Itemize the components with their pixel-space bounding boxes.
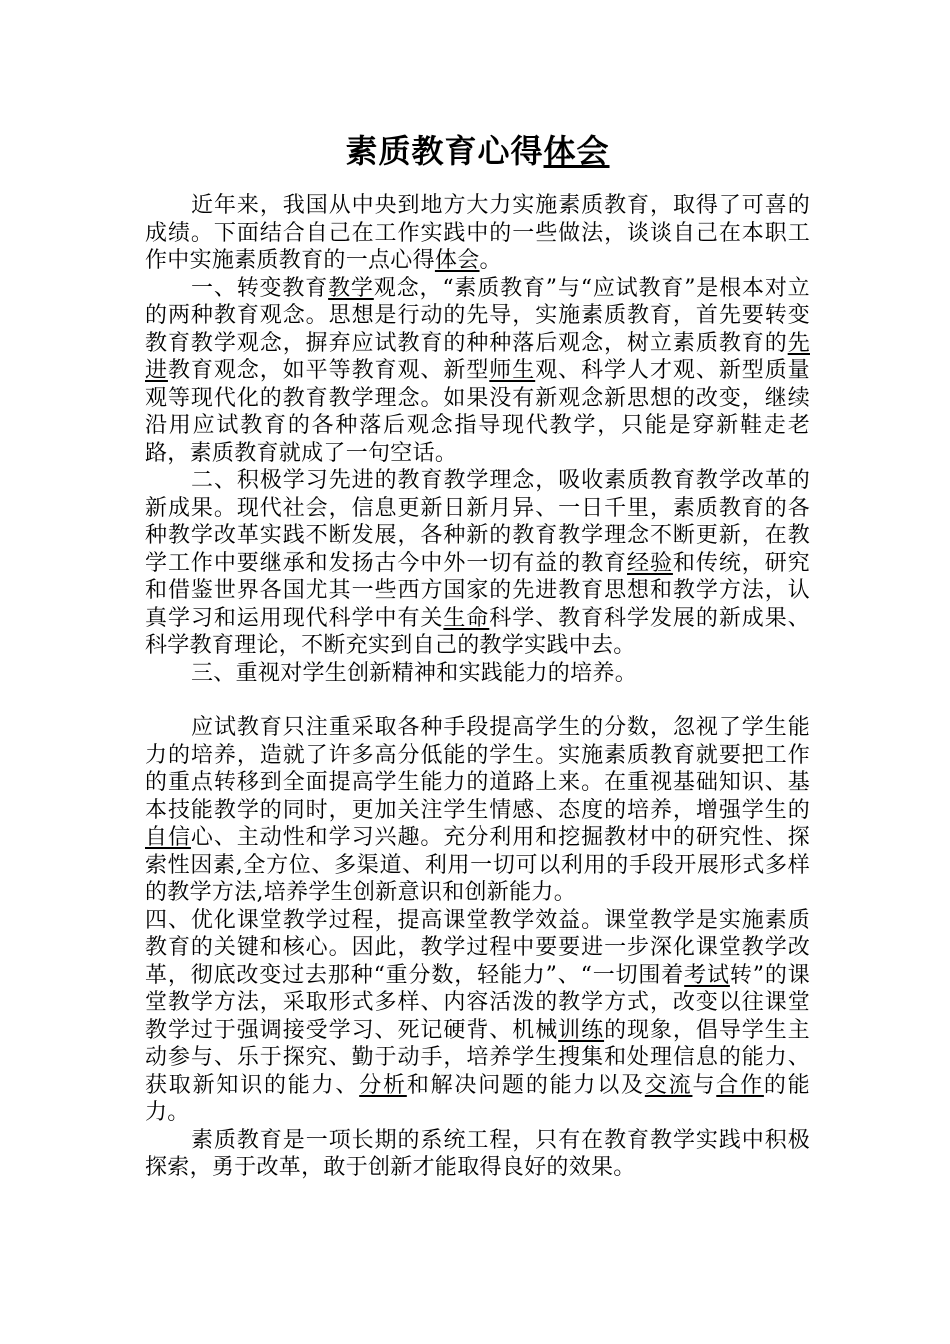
text-run: 的能力。 <box>145 1072 810 1125</box>
text-run: 二、积极学习先进的教育教学理念，吸收素质教育教学改革的新成果。现代社会，信息更新日新月异、一日千里，素质教育的各种教学改革实践不断发展，各种新的教育教学理念不断更新，在教学工作中要继承和发扬古今中外一切有益的教育 <box>145 468 810 576</box>
underlined-link[interactable]: 分析 <box>359 1072 407 1098</box>
text-run: 教育观念，如平等教育观、新型 <box>167 358 490 383</box>
paragraph-section-3-body <box>145 714 810 907</box>
text-run: 科学、教育科学发展的新成果、科学教育理论，不断充实到自己的教学实践中去。 <box>145 605 810 658</box>
document-title <box>145 118 810 184</box>
paragraph-section-2 <box>145 467 810 660</box>
text-run: 一、转变教育 <box>191 275 329 301</box>
blank-line <box>145 687 810 714</box>
text-run: 与 <box>692 1072 717 1098</box>
text-run: 四、优化课堂教学过程，提高课堂教学效益。课堂教学是实施素质教育的关键和核心。因此，教学过程中要要进一步深化课堂教学改革，彻底改变过去那种“重分数，轻能力”、“一切围着 <box>145 907 810 988</box>
paragraph-section-4 <box>145 907 810 1127</box>
underlined-link[interactable]: 考试 <box>684 962 730 988</box>
underlined-link[interactable]: 体会 <box>434 248 480 273</box>
text-run: 的现象，倡导学生主动参与、乐于探究、勤于动手，培养学生搜集和处理信息的能力、获取新知识的能力、 <box>145 1017 810 1098</box>
paragraph-conclusion <box>145 1127 810 1182</box>
text-run: 。 <box>479 248 502 273</box>
text-run: 三、重视对学生创新精神和实践能力的培养。 <box>191 660 638 686</box>
text-run: 心、主动性和学习兴趣。充分利用和挖掘教材中的研究性、探索性因素,全方位、多渠道、利用一切可以利用的手段开展形式多样的教学方法,培养学生创新意识和创新能力。 <box>145 825 810 905</box>
text-run: 和传统，研究和借鉴世界各国尤其一些西方国家的先进教育思想和教学方法，认真学习和运用现代科学中有关 <box>145 550 810 631</box>
title-text: 素质教育心得 <box>345 132 544 170</box>
paragraph-intro <box>145 192 810 275</box>
document-page <box>145 118 810 1182</box>
text-run: 观、科学人才观、新型质量观等现代化的教育教学理念。如果没有新观念新思想的改变，继续沿用应试教育的各种落后观念指导现代教学，只能是穿新鞋走老路，素质教育就成了一句空话。 <box>145 358 810 466</box>
text-run: 应试教育只注重采取各种手段提高学生的分数，忽视了学生能力的培养，造就了许多高分低能的学生。实施素质教育就要把工作的重点转移到全面提高学生能力的道路上来。在重视基础知识、基本技能教学的同时，更加关注学生情感、态度的培养，增强学生的 <box>145 715 810 823</box>
underlined-link[interactable]: 经验 <box>627 550 673 576</box>
underlined-link[interactable]: 交流 <box>644 1072 693 1098</box>
text-run: 和解决问题的能力以及 <box>406 1072 645 1098</box>
underlined-link[interactable]: 教学 <box>328 275 374 301</box>
title-link[interactable]: 体会 <box>543 132 610 170</box>
underlined-link[interactable]: 自信 <box>145 825 191 850</box>
text-run: 近年来，我国从中央到地方大力实施素质教育，取得了可喜的成绩。下面结合自己在工作实践中的一些做法，谈谈自己在本职工作中实施素质教育的一点心得 <box>145 193 810 273</box>
underlined-link[interactable]: 先进 <box>145 330 810 383</box>
text-run: 素质教育是一项长期的系统工程，只有在教育教学实践中积极探索，勇于改革，敢于创新才能取得良好的效果。 <box>145 1127 810 1180</box>
text-run: 观念，“素质教育”与“应试教育”是根本对立的两种教育观念。思想是行动的先导，实施素质教育，首先要转变教育教学观念，摒弃应试教育的种种落后观念，树立素质教育的 <box>145 275 810 356</box>
paragraph-section-3-heading <box>145 660 810 688</box>
underlined-link[interactable]: 合作 <box>716 1072 764 1098</box>
underlined-link[interactable]: 生命 <box>443 605 490 631</box>
text-run: 转”的课堂教学方法，采取形式多样、内容活泼的教学方式，改变以往课堂教学过于强调接受学习、死记硬背、机械 <box>145 962 810 1043</box>
paragraph-section-1 <box>145 275 810 468</box>
underlined-link[interactable]: 师生 <box>489 358 536 383</box>
underlined-link[interactable]: 训练 <box>558 1017 605 1043</box>
